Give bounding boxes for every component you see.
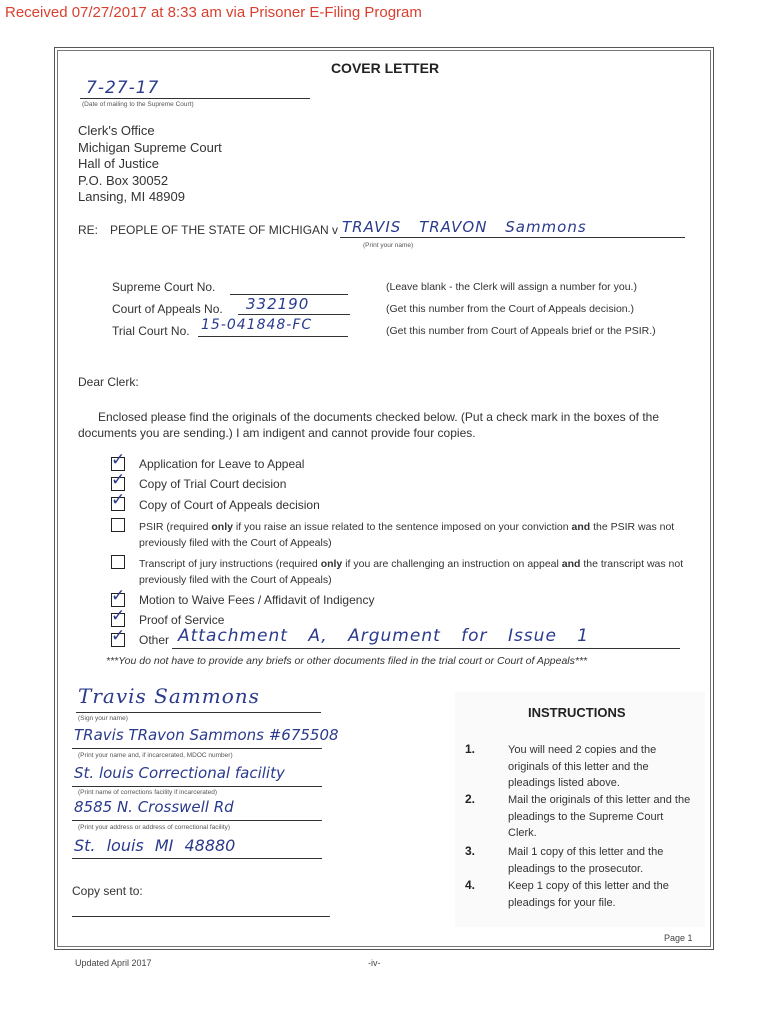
checklist-label-psir: PSIR (required only if you raise an issue related to the sentence imposed on your conviction and the PSIR was not previously filed with the Court of Appeals) [139, 521, 675, 549]
instruction-number: 3. [465, 844, 476, 858]
instruction-text: Mail 1 copy of this letter and the pleadings to the prosecutor. [508, 846, 664, 875]
checkbox-application[interactable]: ✓ [111, 450, 126, 470]
defendant-name: TRAVIS TRAVON Sammons [342, 218, 587, 236]
coa-no-value: 332190 [246, 295, 310, 313]
street-address: 8585 N. Crosswell Rd [74, 798, 234, 816]
address-line: P.O. Box 30052 [78, 172, 169, 188]
instruction-text: Keep 1 copy of this letter and the pleadings for your file. [508, 880, 669, 909]
clerk-address [78, 123, 222, 206]
checklist-label: Copy of Trial Court decision [139, 477, 287, 491]
re-text: PEOPLE OF THE STATE OF MICHIGAN v [110, 223, 339, 237]
checkbox-proof-of-service[interactable]: ✓ [111, 606, 126, 626]
coa-no-field [238, 296, 350, 315]
facility: St. louis Correctional facility [74, 764, 285, 782]
roman-page: -iv- [368, 958, 381, 968]
supreme-court-no-note: (Leave blank - the Clerk will assign a number for you.) [386, 281, 637, 293]
intro-paragraph: Enclosed please find the originals of the documents checked below. (Put a check mark in the boxes of the documents you are sending.) I am indigent and cannot provide four copies. [78, 410, 659, 440]
salutation: Dear Clerk: [78, 375, 139, 389]
page-title: COVER LETTER [330, 60, 440, 76]
date-value: 7-27-17 [86, 78, 160, 98]
checklist-label: Other [139, 633, 170, 647]
checkbox-coa-decision[interactable]: ✓ [111, 490, 126, 510]
street-caption: (Print your address or address of correctional facility) [78, 824, 231, 831]
address-line: Lansing, MI 48909 [78, 189, 185, 204]
date-caption: (Date of mailing to the Supreme Court) [82, 101, 194, 108]
facility-field [72, 764, 322, 787]
instructions-title: INSTRUCTIONS [528, 705, 626, 720]
briefs-note: ***You do not have to provide any briefs or other documents filed in the trial court or Court of Appeals*** [106, 655, 588, 667]
checklist-label: Application for Leave to Appeal [139, 457, 305, 471]
other-field [172, 628, 680, 649]
trial-court-no-value: 15-041848-FC [201, 317, 313, 333]
printed-name-caption: (Print your name and, if incarcerated, MDOC number) [78, 752, 233, 759]
checkbox-transcript[interactable] [111, 555, 125, 569]
instruction-number: 2. [465, 792, 476, 806]
coa-no-label: Court of Appeals No. [112, 302, 223, 316]
instruction-text: Mail the originals of this letter and the pleadings to the Supreme Court Clerk. [508, 794, 691, 839]
trial-court-no-note: (Get this number from Court of Appeals brief or the PSIR.) [386, 325, 656, 337]
page-number: Page 1 [664, 933, 693, 943]
city-state-zip: St. louis MI 48880 [74, 836, 236, 855]
copy-sent-label: Copy sent to: [72, 884, 143, 898]
trial-court-no-label: Trial Court No. [112, 324, 190, 338]
printed-name-field [72, 726, 339, 749]
facility-caption: (Print name of corrections facility if incarcerated) [78, 789, 218, 796]
coa-no-note: (Get this number from the Court of Appeals decision.) [386, 303, 635, 315]
signature-field [76, 684, 321, 713]
copy-sent-field [72, 902, 330, 917]
address-line: Hall of Justice [78, 156, 159, 171]
updated-date: Updated April 2017 [75, 958, 152, 968]
checkbox-psir[interactable] [111, 518, 125, 532]
checkbox-other[interactable]: ✓ [111, 626, 126, 646]
received-stamp: Received 07/27/2017 at 8:33 am via Prisoner E-Filing Program [5, 4, 422, 21]
instruction-number: 4. [465, 878, 476, 892]
checklist-label-transcript: Transcript of jury instructions (required only if you are challenging an instruction on appeal and the transcript was not previously filed with the Court of Appeals) [139, 558, 684, 586]
other-value: Attachment A, Argument for Issue 1 [178, 626, 590, 646]
trial-court-no-field [198, 318, 348, 337]
signature-caption: (Sign your name) [78, 715, 128, 722]
supreme-court-no-field [230, 280, 348, 295]
checklist-label: Proof of Service [139, 613, 225, 627]
signature: Travis Sammons [78, 684, 260, 708]
name-caption: (Print your name) [363, 242, 414, 249]
city-field [72, 836, 322, 859]
address-line: Michigan Supreme Court [78, 139, 222, 155]
checklist-label: Motion to Waive Fees / Affidavit of Indigency [139, 593, 375, 607]
street-field [72, 798, 322, 821]
defendant-name-field [340, 218, 685, 238]
supreme-court-no-label: Supreme Court No. [112, 280, 216, 294]
checkbox-trial-court-decision[interactable]: ✓ [111, 470, 126, 490]
date-field [80, 78, 310, 99]
checklist-label: Copy of Court of Appeals decision [139, 498, 320, 512]
instruction-number: 1. [465, 742, 476, 756]
printed-name: TRavis TRavon Sammons #675508 [74, 726, 339, 744]
instruction-text: You will need 2 copies and the originals of this letter and the pleadings listed above. [508, 744, 657, 789]
address-line: Clerk's Office [78, 123, 155, 138]
re-label: RE: [78, 223, 99, 237]
checkbox-motion-waive-fees[interactable]: ✓ [111, 586, 126, 606]
